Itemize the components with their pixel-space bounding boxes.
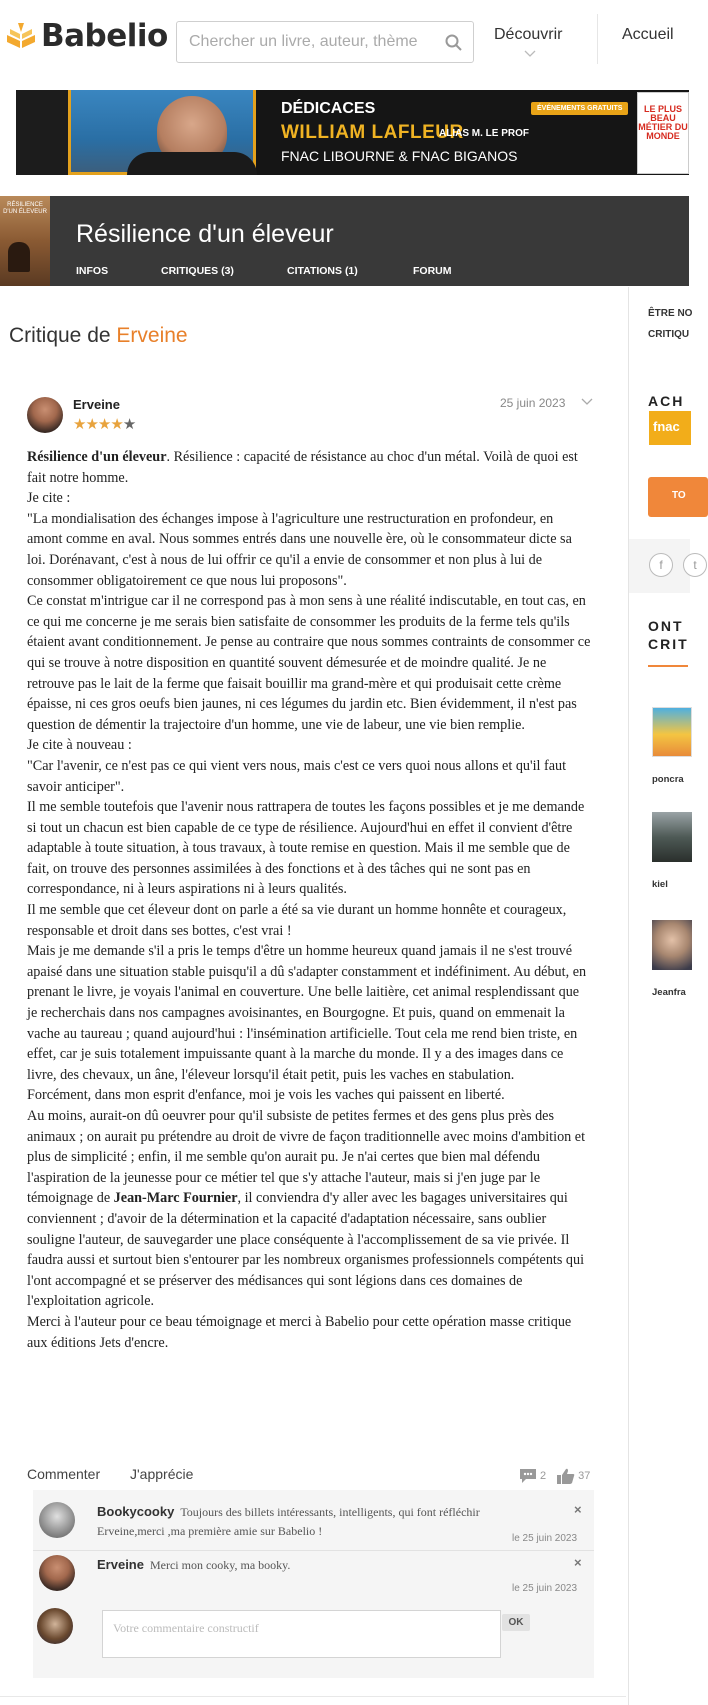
avatar: [37, 1608, 73, 1644]
babelio-logo[interactable]: [4, 18, 168, 54]
review-quote: "La mondialisation des échanges impose à l'agriculture une restructuration en profondeur, en amont comme en aval. Nous sommes entrés dans une nouvelle ère, où le consommateur dicte sa loi. Dorénavant, c'est à nous de lui offrir ce qu'il a envie de consommer et non plus à lui de consommer obligatoirement ce que nous lui proposons".: [27, 510, 572, 589]
sidebar-heading: ONT: [648, 618, 684, 634]
banner-badge: ÉVÉNEMENTS GRATUITS: [531, 102, 628, 115]
review-paragraph: Résilience d'un éleveur. Résilience : capacité de résistance au choc d'un métal. Voilà de quoi est fait notre homme.: [27, 449, 578, 486]
page-title-author[interactable]: Erveine: [116, 324, 188, 347]
review-closing: Merci à l'auteur pour ce beau témoignage et merci à Babelio pour cette opération masse critique aux éditions Jets d'encre.: [27, 1313, 572, 1351]
submit-comment-button[interactable]: OK: [502, 1614, 530, 1631]
user-avatar[interactable]: [652, 812, 692, 862]
banner-book-cover: [637, 92, 689, 174]
book-header: [0, 196, 689, 286]
reply-box[interactable]: [102, 1610, 501, 1658]
tab-forum[interactable]: FORUM: [413, 265, 452, 277]
top-header: [0, 0, 689, 86]
fnac-logo[interactable]: fnac: [649, 411, 691, 445]
tab-infos[interactable]: INFOS: [76, 265, 109, 277]
book-cover-title: RÉSILIENCE D'UN ÉLEVEUR: [3, 202, 47, 215]
close-icon[interactable]: ×: [574, 1555, 582, 1570]
comment-text: Bookycooky Toujours des billets intéressants, intelligents, qui font réfléchir Erveine,merci ,ma première amie sur Babelio !: [97, 1504, 480, 1538]
chevron-down-icon[interactable]: [524, 50, 536, 58]
buy-button[interactable]: TO: [648, 477, 708, 517]
tab-citations[interactable]: CITATIONS (1): [287, 265, 358, 277]
user-name[interactable]: kiel: [652, 879, 668, 890]
banner-alias: ALIAS M. LE PROF: [439, 128, 529, 139]
nav-home[interactable]: Accueil: [622, 26, 674, 43]
logo-text: Babelio: [41, 18, 168, 54]
page-title-prefix: Critique de: [9, 324, 117, 347]
review-paragraph: Je cite à nouveau :: [27, 737, 132, 754]
divider: [0, 1696, 626, 1697]
star-empty-icon: ★: [122, 416, 136, 433]
star-filled-icon: ★: [85, 416, 98, 433]
nav-discover[interactable]: Découvrir: [494, 26, 563, 43]
banner-author-name: WILLIAM LAFLEUR: [281, 122, 464, 143]
sidebar-accent-line: [648, 665, 688, 667]
book-title: Résilience d'un éleveur: [76, 220, 334, 248]
comment-date: le 25 juin 2023: [512, 1583, 578, 1594]
sidebar-label[interactable]: CRITIQU: [648, 329, 690, 340]
divider: [33, 1550, 594, 1551]
banner-book-title: LE PLUS BEAU MÉTIER DU MONDE: [638, 104, 688, 141]
review-paragraph: Au moins, aurait-on dû oeuvrer pour qu'il subsiste de petites fermes et des gens plus près des animaux ; on aurait pu prétendre au droit de vivre de façon traditionnelle avec moins d'ambition et plus de simplicité ; enfin, il me semble qu'on aurait pu. Je n'ai certes que bien mal défendu l'aspiration de la jeunesse pour ce métier tel que s'y attache l'auteur, mais si j'en juge par le témoignage de Jean-Marc Fournier, il conviendra d'y aller avec les bagages universitaires qui conviennent ; d'avoir de la détermination et la capacité d'adaptation nécessaire, sans oublier souligne l'auteur, de sauvegarder une place conséquente à l'accomplissement de sa vie privée. Il faudra aussi et surtout bien s'entourer par les nombreux organismes professionnels compétents qui l'ont accompagné et se préserver des médisances qui sont légions dans ces domaines de l'exploitation agricole.: [27, 1108, 586, 1310]
star-filled-icon: ★: [73, 416, 86, 433]
review-paragraph: Je cite :: [27, 490, 71, 507]
star-rating: [73, 415, 135, 433]
right-sidebar: [628, 287, 697, 1705]
review-paragraph: Ce constat m'intrigue car il ne correspond pas à mon sens à une réalité indiscutable, en tout cas, en ce qui me concerne je me serais bien satisfaite de consommer les produits de la ferme tels qu'ils étaient avant conditionnement. Je pense au contraire que nous sommes contraints de consommer ce qui se trouve à notre disposition en quantité souvent démesurée et de moindre qualité. Je ne retrouve pas le lait de la ferme que faisait bouillir ma grand-mère et qui produisait cette crème épaisse, ni ces gros oeufs bien jaunes, ni ces légumes du jardin etc. Bien évidemment, il n'est pas question de démentir la trajectoire d'un homme, une vie de labeur, une vie bien remplie.: [27, 593, 591, 733]
sidebar-label[interactable]: ÊTRE NO: [648, 308, 693, 319]
avatar[interactable]: [27, 397, 63, 433]
review-paragraph: Il me semble que cet éleveur dont on parle a été sa vie durant un homme honnête et courageux, responsable et droit dans ses bottes, c'est vrai !: [27, 902, 567, 939]
review-body: [27, 447, 592, 1353]
book-cover[interactable]: [0, 196, 50, 286]
facebook-icon[interactable]: f: [649, 553, 673, 577]
share-icon[interactable]: t: [683, 553, 707, 577]
sidebar-heading: CRIT: [648, 636, 689, 652]
review-author-ref[interactable]: Jean-Marc Fournier: [113, 1190, 238, 1207]
search-box[interactable]: [176, 21, 474, 63]
banner-heading: DÉDICACES: [281, 100, 376, 117]
comment-button[interactable]: Commenter: [27, 1466, 101, 1482]
search-icon[interactable]: [444, 33, 464, 53]
comment-author[interactable]: Erveine: [97, 1557, 144, 1572]
review-date: 25 juin 2023: [500, 396, 566, 410]
review-stats: [518, 1467, 590, 1485]
banner-stripe: [16, 90, 68, 175]
comment-author[interactable]: Bookycooky: [97, 1504, 175, 1519]
comment-date: le 25 juin 2023: [512, 1533, 578, 1544]
author-shirt: [127, 152, 257, 175]
star-filled-icon: ★: [110, 416, 123, 433]
event-banner[interactable]: [16, 90, 689, 175]
review-paragraph: Il me semble toutefois que l'avenir nous rattrapera de toutes les façons possibles et je me demande si tout un chacun est bien capable de ce type de résilience. Aujourd'hui en effet il convient d'être adaptable à toute situation, à tous travaux, à toute remise en question. Mais il me semble que de fait, on trouve des personnes assimilées à des fonctions et à des tâches qui ne sont pas en correspondance, ni à leurs aspirations ni à leurs qualités.: [27, 799, 585, 898]
review-paragraph: Mais je me demande s'il a pris le temps d'être un homme heureux quand jamais il ne s'est trouvé apaisé dans une situation stable puisqu'il a dû s'adapter constamment et indéfiniment. Au début, en prenant le livre, je voyais l'animal en couverture. Une belle laitière, cet animal resplendissant que je recherchais dans nos campagnes avoisinantes, en Bourgogne. Et puis, quand on emmenait la vache au taureau ; quand aujourd'hui : l'insémination artificielle. Tout cela me rend bien triste, en effet, car je suis totalement impuissante quant à la marche du monde. Il y a des images dans ce livre, des chevaux, un âne, l'éleveur lorsqu'il était petit, puis les vaches en stabulation.: [27, 943, 587, 1083]
book-cover-figure: [8, 242, 30, 272]
user-avatar[interactable]: [652, 920, 692, 970]
chevron-down-icon[interactable]: [581, 398, 593, 406]
page-title: [9, 324, 188, 348]
like-button[interactable]: J'apprécie: [130, 1466, 194, 1482]
comments-section: [33, 1490, 594, 1678]
avatar[interactable]: [39, 1502, 75, 1538]
user-avatar[interactable]: [652, 707, 692, 757]
tab-critiques[interactable]: CRITIQUES (3): [161, 265, 234, 277]
banner-author-photo: [68, 90, 256, 175]
close-icon[interactable]: ×: [574, 1502, 582, 1517]
social-bar: [629, 539, 697, 593]
search-input[interactable]: [187, 32, 427, 52]
thumbs-up-icon[interactable]: [556, 1467, 576, 1485]
banner-locations: FNAC LIBOURNE & FNAC BIGANOS: [281, 148, 518, 164]
book-logo-icon: [4, 19, 38, 53]
like-count: 37: [578, 1470, 591, 1482]
review-quote: "Car l'avenir, ce n'est pas ce qui vient vers nous, mais c'est ce vers quoi nous allons et qu'il faut savoir anticiper".: [27, 757, 567, 795]
comment-input[interactable]: [103, 1611, 500, 1657]
book-tabs: [76, 265, 452, 277]
star-filled-icon: ★: [97, 416, 111, 433]
comment-bubble-icon[interactable]: [518, 1467, 538, 1485]
review-author[interactable]: Erveine: [73, 397, 120, 412]
comment-count: 2: [540, 1470, 547, 1482]
sidebar-heading-buy: ACH: [648, 393, 685, 409]
nav-divider: [597, 14, 598, 64]
review-paragraph: Forcément, dans mon esprit d'enfance, moi je vois les vaches qui paissent en liberté.: [27, 1087, 505, 1104]
user-name[interactable]: Jeanfra: [652, 987, 686, 998]
comment-text: Erveine Merci mon cooky, ma booky.: [97, 1557, 291, 1572]
review-book-ref[interactable]: Résilience d'un éleveur: [27, 449, 167, 465]
avatar[interactable]: [39, 1555, 75, 1591]
user-name[interactable]: poncra: [652, 774, 684, 785]
